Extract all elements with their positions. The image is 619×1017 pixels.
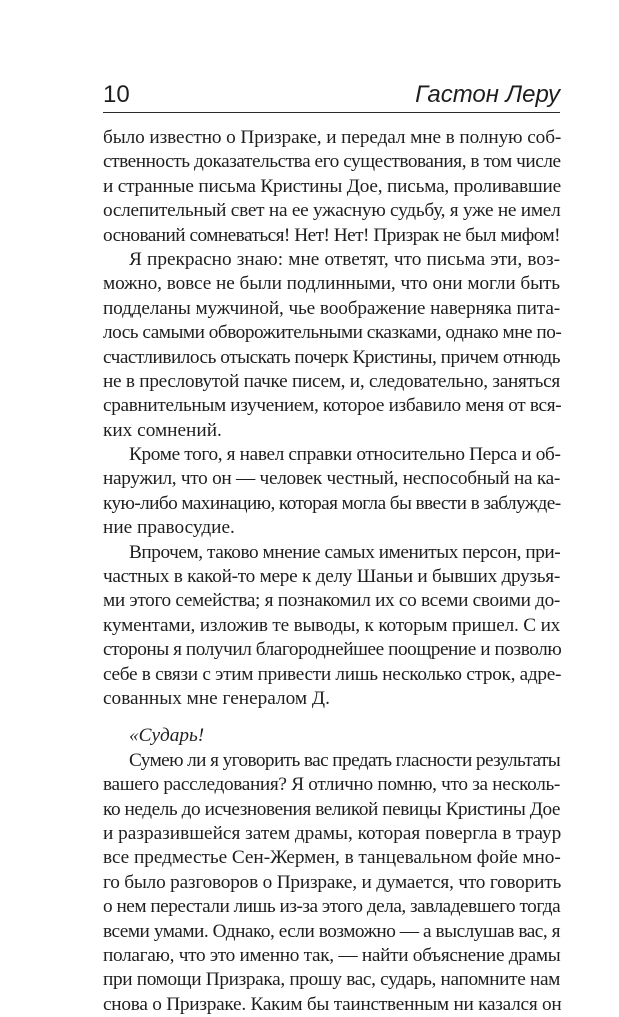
text-line: кументами, изложив те выводы, к которым пришел. С их (103, 614, 561, 636)
text-line: стороны я получил благороднейшее поощрение и позволю (103, 639, 562, 661)
text-line: при помощи Призрака, прошу вас, сударь, напомните нам (103, 969, 560, 991)
running-head-author: Гастон Леру (415, 81, 560, 108)
text-line: сованных мне генералом Д. (103, 687, 330, 709)
text-line: ких сомнений. (103, 419, 222, 441)
text-line: наружил, что он — человек честный, неспособный на ка- (103, 468, 560, 490)
page-number: 10 (103, 81, 130, 108)
text-line: все предместье Сен-Жермен, в танцевальном фойе мно- (103, 847, 561, 869)
paragraph (103, 541, 560, 712)
text-line: и разразившейся затем драмы, которая повергла в траур (103, 822, 562, 844)
letter-quote (103, 724, 560, 1017)
text-line: оснований сомневаться! Нет! Нет! Призрак не был мифом! (103, 224, 560, 246)
text-line: ми этого семейства; я познакомил их со всеми своими до- (103, 590, 560, 612)
text-line: и странные письма Кристины Дое, письма, проливавшие (103, 175, 561, 197)
text-line: всеми умами. Однако, если возможно — а выслушав вас, я (103, 920, 560, 942)
text-line: Впрочем, таково мнение самых именитых персон, при- (129, 541, 561, 563)
text-line: вашего расследования? Я отлично помню, что за несколь- (103, 774, 560, 796)
text-line: было известно о Призраке, и передал мне в полную соб- (103, 127, 562, 148)
text-line: не в пресловутой пачке писем, и, следовательно, заняться (103, 370, 560, 392)
text-line: ко недель до исчезновения великой певицы Кристины Дое (103, 798, 560, 820)
text-line: частных в какой-то мере к делу Шаньи и бывших друзья- (103, 566, 560, 588)
text-line: подделаны мужчиной, чье воображение наверняка пита- (103, 297, 560, 319)
text-line: Кроме того, я навел справки относительно Перса и об- (129, 444, 561, 466)
text-line: ние правосудие. (103, 517, 235, 539)
body-text (103, 126, 560, 1017)
text-line: кую-либо махинацию, которая могла бы ввести в заблужде- (103, 492, 561, 514)
text-line: ослепительный свет на ее ужасную судьбу, я уже не имел (103, 200, 561, 222)
text-line: о нем перестали лишь из-за этого дела, завладевшего тогда (103, 896, 561, 918)
text-line: Я прекрасно знаю: мне ответят, что письма эти, воз- (129, 248, 560, 270)
text-line: себе в связи с этим привести лишь несколько строк, адре- (103, 663, 562, 685)
paragraph (103, 126, 560, 248)
paragraph (103, 443, 560, 541)
letter-salutation: «Сударь! (129, 725, 205, 747)
text-line: го было разговоров о Призраке, и думается, что говорить (103, 871, 562, 893)
header-rule (103, 112, 560, 113)
text-line: ственность доказательства его существования, в том числе (103, 151, 561, 173)
paragraph (103, 248, 560, 443)
text-line: снова о Призраке. Каким бы таинственным ни казался он (103, 993, 562, 1015)
text-line: Сумею ли я уговорить вас предать гласности результаты (129, 749, 561, 771)
section-spacer (103, 711, 560, 724)
text-line: полагаю, что это именно так, — найти объяснение драмы (103, 944, 561, 966)
page-header (103, 80, 560, 110)
text-line: сравнительным изучением, которое избавило меня от вся- (103, 395, 562, 417)
text-line: счастливилось отыскать почерк Кристины, причем отнюдь (103, 346, 560, 368)
text-line: лось самыми обворожительными сказками, однако мне по- (103, 322, 562, 344)
text-line: можно, вовсе не были подлинными, что они могли быть (103, 273, 560, 295)
